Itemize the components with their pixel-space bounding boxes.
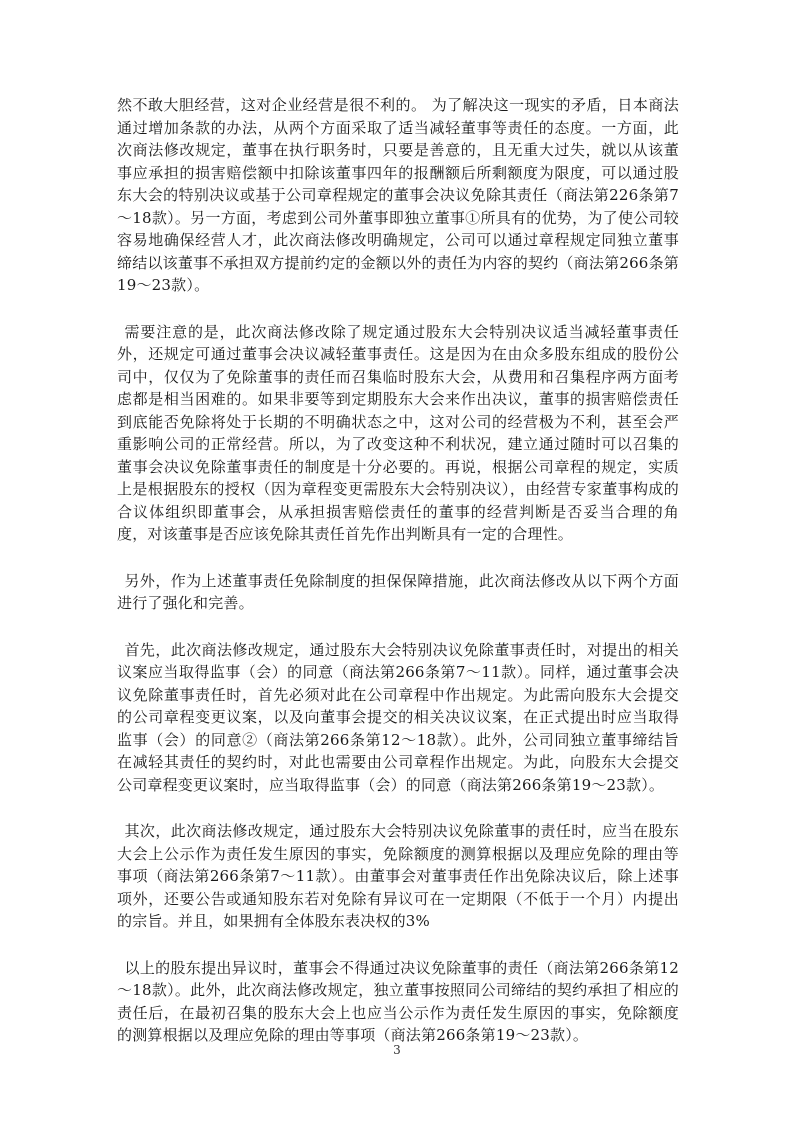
body-text xyxy=(117,94,679,1071)
paragraph-2: 需要注意的是，此次商法修改除了规定通过股东大会特别决议适当减轻董事责任外，还规定可通过董事会决议减轻董事责任。这是因为在由众多股东组成的股份公司中，仅仅为了免除董事的责任而召集临时股东大会，从费用和召集程序两方面考虑都是相当困难的。如果非要等到定期股东大会来作出决议，董事的损害赔偿责任到底能否免除将处于长期的不明确状态之中，这对公司的经营极为不利，甚至会严重影响公司的正常经营。所以，为了改变这种不利状况，建立通过随时可以召集的董事会决议免除董事责任的制度是十分必要的。再说，根据公司章程的规定，实质上是根据股东的授权（因为章程变更需股东大会特别决议），由经营专家董事构成的合议体组织即董事会，从承担损害赔偿责任的董事的经营判断是否妥当合理的角度，对该董事是否应该免除其责任首先作出判断具有一定的合理性。 xyxy=(117,322,679,543)
paragraph-6: 以上的股东提出异议时，董事会不得通过决议免除董事的责任（商法第266条第12～18款）。此外，此次商法修改规定，独立董事按照同公司缔结的契约承担了相应的责任后，在最初召集的股东大会上也应当公示作为责任发生原因的事实，免除额度的测算根据以及理应免除的理由等事项（商法第266条第19～23款）。 xyxy=(117,958,679,1044)
page-number: 3 xyxy=(393,1043,401,1057)
paragraph-3: 另外，作为上述董事责任免除制度的担保保障措施，此次商法修改从以下两个方面进行了强化和完善。 xyxy=(117,571,679,612)
paragraph-5: 其次，此次商法修改规定，通过股东大会特别决议免除董事的责任时，应当在股东大会上公示作为责任发生原因的事实，免除额度的测算根据以及理应免除的理由等事项（商法第266条第7～11款）。由董事会对董事责任作出免除决议后，除上述事项外，还要公告或通知股东若对免除有异议可在一定期限（不低于一个月）内提出的宗旨。并且，如果拥有全体股东表决权的3% xyxy=(117,822,679,930)
paragraph-1: 然不敢大胆经营，这对企业经营是很不利的。 为了解决这一现实的矛盾，日本商法通过增加条款的办法，从两个方面采取了适当减轻董事等责任的态度。一方面，此次商法修改规定，董事在执行职务时，只要是善意的，且无重大过失，就以从该董事应承担的损害赔偿额中扣除该董事四年的报酬额后所剩额度为限度，可以通过股东大会的特别决议或基于公司章程规定的董事会决议免除其责任（商法第226条第7～18款）。另一方面，考虑到公司外董事即独立董事①所具有的优势，为了使公司较容易地确保经营人才，此次商法修改明确规定，公司可以通过章程规定同独立董事缔结以该董事不承担双方提前约定的金额以外的责任为内容的契约（商法第266条第19～23款）。 xyxy=(117,96,679,294)
paragraph-4: 首先，此次商法修改规定，通过股东大会特别决议免除董事责任时，对提出的相关议案应当取得监事（会）的同意（商法第266条第7～11款）。同样，通过董事会决议免除董事责任时，首先必须对此在公司章程中作出规定。为此需向股东大会提交的公司章程变更议案，以及向董事会提交的相关决议议案，在正式提出时应当取得监事（会）的同意②（商法第266条第12～18款）。此外，公司同独立董事缔结旨在减轻其责任的契约时，对此也需要由公司章程作出规定。为此，向股东大会提交公司章程变更议案时，应当取得监事（会）的同意（商法第266条第19～23款）。 xyxy=(117,640,679,794)
